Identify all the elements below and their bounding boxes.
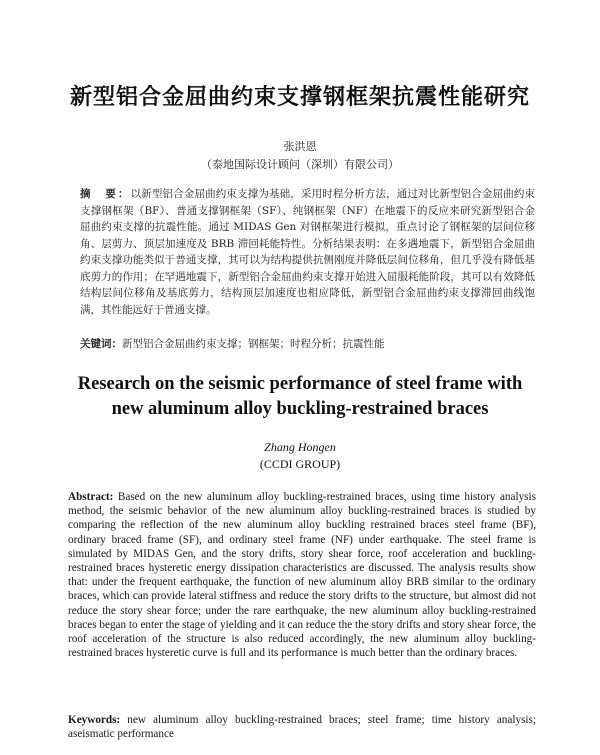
chinese-affiliation: （泰地国际设计顾问（深圳）有限公司） — [201, 158, 399, 171]
english-title: Research on the seismic performance of steel frame with new aluminum alloy buckling-restrained braces — [77, 374, 523, 419]
chinese-abstract-label: 摘 要： — [80, 188, 131, 200]
english-abstract — [68, 490, 536, 660]
english-abstract-label: Abstract: — [68, 491, 114, 503]
chinese-abstract-text: 以新型铝合金屈曲约束支撑为基础，采用时程分析方法，通过对比新型铝合金屈曲约束支撑钢框架（BF）、普通支撑钢框架（SF）、纯钢框架（NF）在地震下的反应来研究新型铝合金屈曲约束支撑的抗震性能。通过 MIDAS Gen 对钢框架进行模拟，重点讨论了钢框架的层间位移角、层剪力、顶层加速度及 BRB 滞回耗能特性。分析结果表明：在多遇地震下，新型铝合金屈曲约束支撑功能类似于普通支撑，其可以为结构提供抗侧刚度并降低层间位移角，但几乎没有降低基底剪力的作用；在罕遇地震下，新型铝合金屈曲约束支撑开始进入屈服耗能阶段，其可以有效降低结构层间位移角及基底剪力，结构顶层加速度也相应降低，新型铝合金屈曲约束支撑滞回曲线饱满，其性能远好于普通支撑。 — [80, 188, 536, 316]
chinese-author: 张洪恩 — [283, 140, 317, 153]
english-author: Zhang Hongen — [264, 440, 336, 454]
chinese-keywords — [80, 336, 535, 352]
english-keywords — [68, 713, 536, 741]
english-abstract-text: Based on the new aluminum alloy buckling-restrained braces, using time history analysis method, the seismic behavior of the new aluminum alloy buckling-restrained braces is studied by comparing the reflection of the new aluminum alloy buckling restrained braces steel frame (BF), ordinary braced frame (SF), and ordinary steel frame (NF) under earthquake. The steel frame is simulated by MIDAS Gen, and the story drifts, story shear force, roof acceleration and buckling-restrained braces hysteretic energy dissipation characteristics are discussed. The analysis results show that: under the frequent earthquake, the function of new aluminum alloy BRB similar to the ordinary braces, which can provide lateral stiffness and reduce the story drifts to the structure, but almost did not reduce the story shear force; under the rare earthquake, the new aluminum alloy buckling-restrained braces began to enter the stage of yielding and it can reduce the the story drifts and story shear force, the roof acceleration of the structure is also reduced accordingly, the new aluminum alloy buckling-restrained braces hysteretic curve is full and its performance is much better than the ordinary braces. — [68, 491, 536, 660]
english-keywords-text: new aluminum alloy buckling-restrained braces; steel frame; time history analysis; aseismatic performance — [68, 714, 536, 741]
english-affiliation: (CCDI GROUP) — [259, 457, 341, 471]
chinese-keywords-text: 新型铝合金屈曲约束支撑；钢框架；时程分析；抗震性能 — [122, 338, 385, 350]
chinese-abstract — [80, 186, 535, 318]
chinese-keywords-label: 关键词： — [80, 338, 122, 350]
english-keywords-label: Keywords: — [68, 714, 121, 726]
chinese-title: 新型铝合金屈曲约束支撑钢框架抗震性能研究 — [69, 85, 530, 110]
